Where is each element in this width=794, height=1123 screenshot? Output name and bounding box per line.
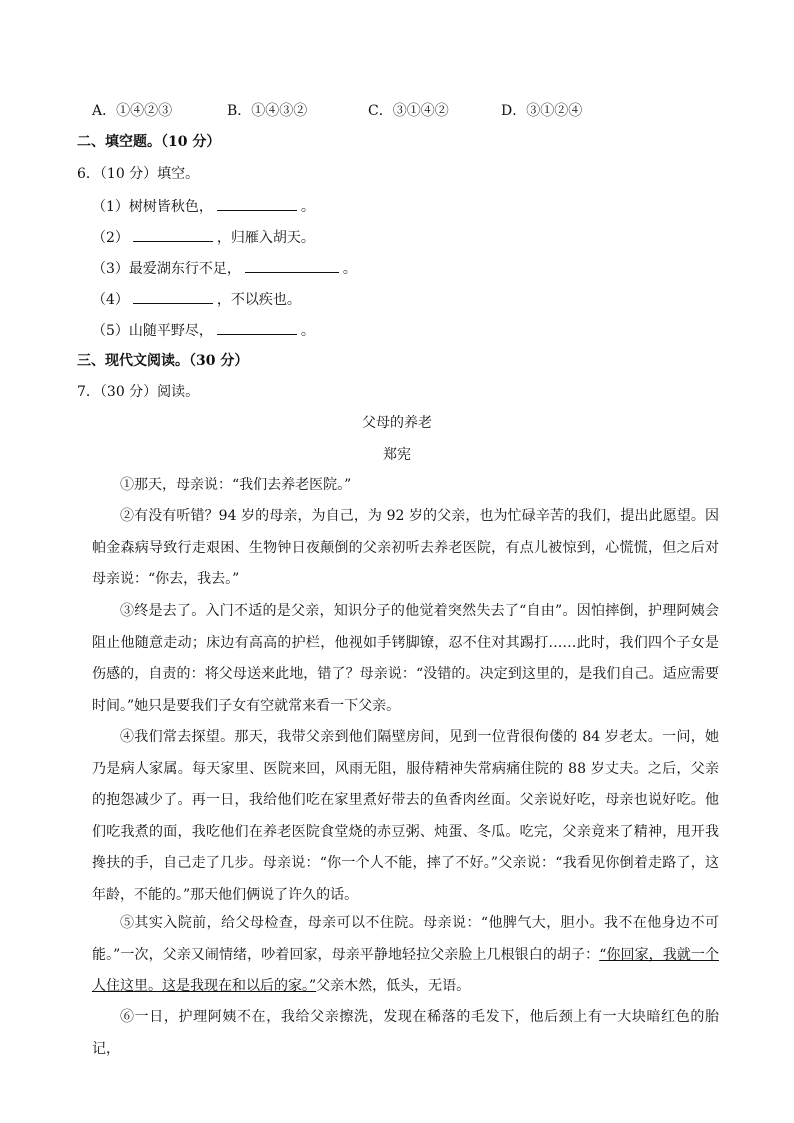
q6-item-1: （1）树树皆秋色， 。 xyxy=(92,196,315,216)
option-c: C．③①④② xyxy=(368,103,449,119)
option-b: B．①④③② xyxy=(227,103,308,119)
article-paragraph-2: ②有没有听错？94 岁的母亲，为自己，为 92 岁的父亲，也为忙碌辛苦的我们，提出此愿望。因帕金森病导致行走艰困、生物钟日夜颠倒的父亲初听去养老医院，有点儿被惊到，心慌慌，但之后对母亲说：“你去，我去。” xyxy=(92,508,719,587)
article-paragraph-5: ⑤其实入院前，给父母检查，母亲可以不住院。母亲说：“他脾气大，胆小。我不在他身边不可能。”一次，父亲又闹情绪，吵着回家，母亲平静地轻拉父亲脸上几根银白的胡子：“你回家，我就一个人住这里。这是我现在和以后的家。”父亲木然，低头，无语。 xyxy=(92,915,719,994)
answer-blank xyxy=(217,320,297,335)
article-paragraph-1: ①那天，母亲说：“我们去养老医院。” xyxy=(120,477,352,493)
q6-item-5: （5）山随平野尽， 。 xyxy=(92,320,315,340)
article-paragraph-6: ⑥一日，护理阿姨不在，我给父亲擦洗，发现在稀落的毛发下，他后颈上有一大块暗红色的胎记， xyxy=(92,1009,719,1057)
answer-blank xyxy=(217,196,297,211)
q6-item-3: （3）最爱湖东行不足， 。 xyxy=(92,258,357,278)
option-d: D．③①②④ xyxy=(501,103,583,119)
answer-blank xyxy=(133,227,213,242)
q6-item-2: （2） ，归雁入胡天。 xyxy=(92,227,315,247)
answer-blank xyxy=(245,258,339,273)
section-heading-modern-reading: 三、现代文阅读。（30 分） xyxy=(77,353,249,369)
underlined-quote: “你回家，我就一个人住这里。这是我现在和以后的家。” xyxy=(92,946,719,994)
article-title: 父母的养老 xyxy=(362,415,432,431)
article-author: 郑宪 xyxy=(383,447,411,463)
answer-blank xyxy=(133,289,213,304)
question-7-stem: 7．（30 分）阅读。 xyxy=(77,384,200,400)
section-heading-fill-blank: 二、填空题。（10 分） xyxy=(77,134,221,150)
option-a: A．①④②③ xyxy=(92,103,173,119)
article-paragraph-3: ③终是去了。入门不适的是父亲，知识分子的他觉着突然失去了“自由”。因怕摔倒，护理阿姨会阻止他随意走动；床边有高高的护栏，他视如手铐脚镣，忍不住对其踢打……此时，我们四个子女是伤感的，自责的：将父母送来此地，错了？母亲说：“没错的。决定到这里的，是我们自己。适应需要时间。”她只是要我们子女有空就常来看一下父亲。 xyxy=(92,603,719,714)
question-6-stem: 6．（10 分）填空。 xyxy=(77,166,200,182)
article-paragraph-4: ④我们常去探望。那天，我带父亲到他们隔壁房间，见到一位背很佝偻的 84 岁老太。一问，她乃是病人家属。每天家里、医院来回，风雨无阻，服侍精神失常病痛住院的 88 岁丈夫。之后，父亲的抱怨减少了。再一日，我给他们吃在家里煮好带去的鱼香肉丝面。父亲说好吃，母亲也说好吃。他们吃我煮的面，我吃他们在养老医院食堂烧的赤豆粥、炖蛋、冬瓜。吃完，父亲竟来了精神，甩开我搀扶的手，自己走了几步。母亲说：“你一个人不能，摔了不好。”父亲说：“我看见你倒着走路了，这年龄，不能的。”那天他们俩说了许久的话。 xyxy=(92,729,719,903)
q6-item-4: （4） ，不以疾也。 xyxy=(92,289,301,309)
